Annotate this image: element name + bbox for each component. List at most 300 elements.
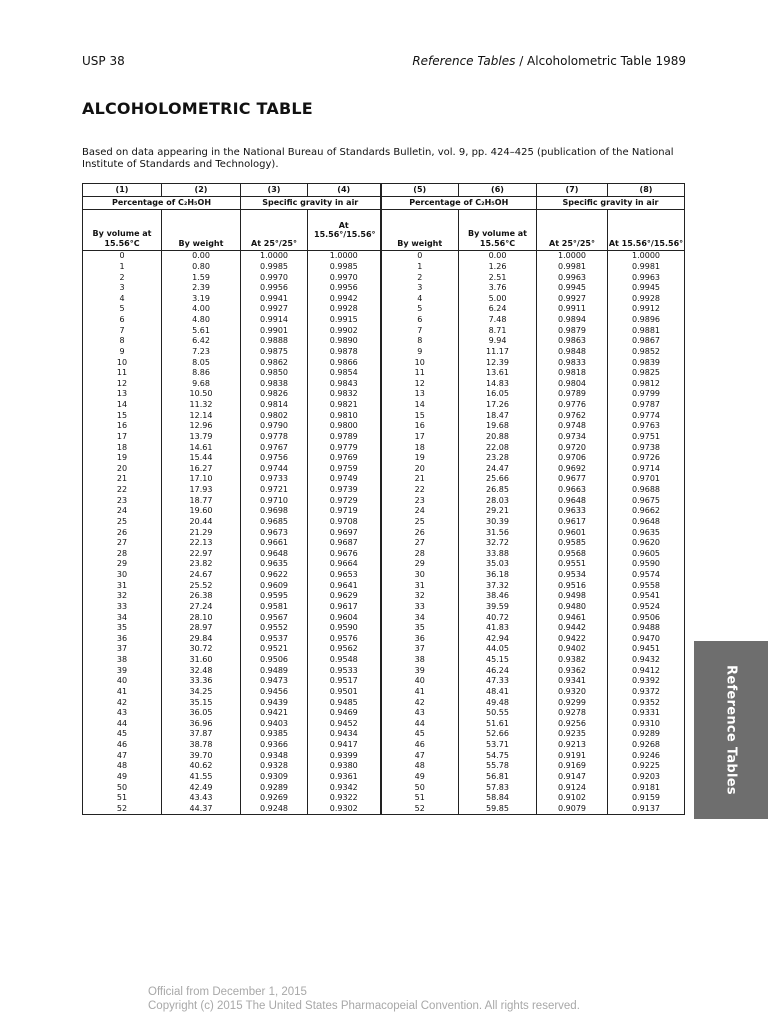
table-cell: 0.9821: [308, 400, 381, 411]
table-cell: 0.9751: [608, 432, 685, 443]
table-cell: 38.46: [459, 591, 537, 602]
table-cell: 28: [381, 549, 459, 560]
table-cell: 0.9985: [308, 262, 381, 273]
table-cell: 47.33: [459, 676, 537, 687]
table-row: [83, 612, 685, 623]
table-row: [83, 687, 685, 698]
table-cell: 0.9402: [537, 644, 608, 655]
table-row: [83, 379, 685, 390]
table-row: [83, 421, 685, 432]
table-cell: 13.61: [459, 368, 537, 379]
table-cell: 0.9595: [241, 591, 308, 602]
table-cell: 19.60: [162, 506, 241, 517]
table-cell: 31: [381, 580, 459, 591]
footer-copyright: Copyright (c) 2015 The United States Pharmacopeial Convention. All rights reserved.: [148, 1000, 580, 1012]
table-row: [83, 262, 685, 273]
table-cell: 29: [381, 559, 459, 570]
table-cell: 31.56: [459, 527, 537, 538]
table-row: [83, 644, 685, 655]
table-cell: 22: [83, 485, 162, 496]
table-row: [83, 570, 685, 581]
table-cell: 0.9380: [308, 761, 381, 772]
table-cell: 0.9915: [308, 315, 381, 326]
table-cell: 0.9299: [537, 697, 608, 708]
table-cell: 0.9706: [537, 453, 608, 464]
table-cell: 0.9633: [537, 506, 608, 517]
table-cell: 44: [381, 719, 459, 730]
table-cell: 0.9866: [308, 357, 381, 368]
table-cell: 0.9928: [308, 304, 381, 315]
table-cell: 49: [381, 772, 459, 783]
table-cell: 0.9620: [608, 538, 685, 549]
table-cell: 0.9456: [241, 687, 308, 698]
table-cell: 0.9762: [537, 410, 608, 421]
table-cell: 37: [83, 644, 162, 655]
table-cell: 23: [381, 495, 459, 506]
table-cell: 0.80: [162, 262, 241, 273]
table-cell: 0.9685: [241, 517, 308, 528]
table-row: [83, 506, 685, 517]
table-cell: 0.9778: [241, 432, 308, 443]
table-cell: 0.9850: [241, 368, 308, 379]
table-cell: 0.9442: [537, 623, 608, 634]
table-cell: 16.27: [162, 464, 241, 475]
table-cell: 0.9896: [608, 315, 685, 326]
table-cell: 9.94: [459, 336, 537, 347]
table-cell: 22.13: [162, 538, 241, 549]
table-cell: 0.9516: [537, 580, 608, 591]
table-cell: 24: [83, 506, 162, 517]
table-cell: 0.9799: [608, 389, 685, 400]
table-cell: 26.38: [162, 591, 241, 602]
table-cell: 5.61: [162, 325, 241, 336]
table-cell: 0.9749: [308, 474, 381, 485]
table-cell: 43.43: [162, 793, 241, 804]
table-cell: 0.9461: [537, 612, 608, 623]
table-cell: 53.71: [459, 740, 537, 751]
table-cell: 57.83: [459, 782, 537, 793]
table-cell: 0.9945: [537, 283, 608, 294]
col-number: (2): [162, 184, 241, 197]
table-cell: 38: [381, 655, 459, 666]
table-cell: 2.39: [162, 283, 241, 294]
table-cell: 18.47: [459, 410, 537, 421]
table-cell: 23.28: [459, 453, 537, 464]
table-cell: 0.9235: [537, 729, 608, 740]
table-cell: 0.9832: [308, 389, 381, 400]
table-cell: 48.41: [459, 687, 537, 698]
table-cell: 0.9963: [537, 272, 608, 283]
table-cell: 11: [381, 368, 459, 379]
table-cell: 0.9567: [241, 612, 308, 623]
table-cell: 17.26: [459, 400, 537, 411]
table-cell: 0.9489: [241, 665, 308, 676]
table-cell: 3.19: [162, 294, 241, 305]
table-cell: 0.9203: [608, 772, 685, 783]
table-cell: 37.32: [459, 580, 537, 591]
percentage-group-header: Percentage of C₂H₅OH: [381, 197, 537, 210]
table-cell: 0.9734: [537, 432, 608, 443]
at-1556-header: At 15.56°/15.56°: [608, 210, 685, 251]
table-cell: 39: [83, 665, 162, 676]
table-cell: 38: [83, 655, 162, 666]
table-cell: 0.9590: [608, 559, 685, 570]
table-cell: 0.9124: [537, 782, 608, 793]
table-row: [83, 772, 685, 783]
table-cell: 20.44: [162, 517, 241, 528]
table-cell: 23: [83, 495, 162, 506]
table-cell: 14.83: [459, 379, 537, 390]
table-cell: 33.88: [459, 549, 537, 560]
table-cell: 0.9956: [241, 283, 308, 294]
table-cell: 0: [83, 251, 162, 262]
table-cell: 20: [381, 464, 459, 475]
table-cell: 0.9814: [241, 400, 308, 411]
table-row: [83, 591, 685, 602]
table-cell: 6: [83, 315, 162, 326]
table-cell: 35: [381, 623, 459, 634]
table-cell: 24: [381, 506, 459, 517]
table-cell: 33: [83, 602, 162, 613]
table-cell: 0.9927: [537, 294, 608, 305]
table-cell: 0.9956: [308, 283, 381, 294]
table-cell: 0.9568: [537, 549, 608, 560]
table-cell: 41.55: [162, 772, 241, 783]
table-cell: 0.9362: [537, 665, 608, 676]
table-cell: 0.9328: [241, 761, 308, 772]
table-cell: 25.66: [459, 474, 537, 485]
table-cell: 7: [381, 325, 459, 336]
table-cell: 0.9617: [537, 517, 608, 528]
table-cell: 35.03: [459, 559, 537, 570]
table-cell: 22.08: [459, 442, 537, 453]
table-cell: 24.47: [459, 464, 537, 475]
table-cell: 18.77: [162, 495, 241, 506]
table-cell: 28.10: [162, 612, 241, 623]
table-cell: 34: [83, 612, 162, 623]
table-cell: 0.9774: [608, 410, 685, 421]
percentage-group-header: Percentage of C₂H₅OH: [83, 197, 241, 210]
table-cell: 19: [381, 453, 459, 464]
table-cell: 0.9839: [608, 357, 685, 368]
table-cell: 0.9248: [241, 804, 308, 815]
table-cell: 34: [381, 612, 459, 623]
table-cell: 0.9677: [537, 474, 608, 485]
col-number: (5): [381, 184, 459, 197]
table-cell: 29.84: [162, 634, 241, 645]
table-cell: 0.9629: [308, 591, 381, 602]
table-cell: 0.9517: [308, 676, 381, 687]
table-cell: 24.67: [162, 570, 241, 581]
table-cell: 0.9079: [537, 804, 608, 815]
footer-official-date: Official from December 1, 2015: [148, 986, 307, 998]
table-row: [83, 676, 685, 687]
table-cell: 0.9942: [308, 294, 381, 305]
table-row: [83, 315, 685, 326]
table-cell: 4.00: [162, 304, 241, 315]
table-cell: 0.9720: [537, 442, 608, 453]
table-cell: 2.51: [459, 272, 537, 283]
by-volume-header: By volume at 15.56°C: [83, 210, 162, 251]
table-cell: 1.59: [162, 272, 241, 283]
table-cell: 0.9551: [537, 559, 608, 570]
header-section: [412, 54, 686, 68]
table-cell: 0.00: [459, 251, 537, 262]
page-footer: [148, 985, 580, 1013]
table-cell: 25: [83, 517, 162, 528]
alcoholometric-table: [82, 183, 685, 815]
table-cell: 41.83: [459, 623, 537, 634]
table-cell: 10: [83, 357, 162, 368]
table-cell: 0.9256: [537, 719, 608, 730]
table-cell: 52: [381, 804, 459, 815]
table-cell: 0.9302: [308, 804, 381, 815]
table-cell: 0.9804: [537, 379, 608, 390]
table-row: [83, 549, 685, 560]
table-cell: 0.9331: [608, 708, 685, 719]
table-cell: 21: [381, 474, 459, 485]
table-row: [83, 453, 685, 464]
table-cell: 0.9439: [241, 697, 308, 708]
table-cell: 12.14: [162, 410, 241, 421]
table-cell: 28: [83, 549, 162, 560]
table-cell: 0.9480: [537, 602, 608, 613]
table-row: [83, 655, 685, 666]
table-row: [83, 251, 685, 262]
table-row: [83, 495, 685, 506]
table-cell: 30: [83, 570, 162, 581]
table-cell: 7.48: [459, 315, 537, 326]
table-cell: 0.9779: [308, 442, 381, 453]
table-cell: 0.9392: [608, 676, 685, 687]
table-cell: 4: [381, 294, 459, 305]
table-cell: 0.9878: [308, 347, 381, 358]
at-25-header: At 25°/25°: [241, 210, 308, 251]
table-cell: 12: [83, 379, 162, 390]
table-row: [83, 368, 685, 379]
table-cell: 44.05: [459, 644, 537, 655]
table-cell: 0.9818: [537, 368, 608, 379]
table-cell: 14: [381, 400, 459, 411]
table-cell: 0.9769: [308, 453, 381, 464]
table-cell: 0.9738: [608, 442, 685, 453]
table-cell: 0.9748: [537, 421, 608, 432]
table-cell: 0.9278: [537, 708, 608, 719]
table-cell: 6.24: [459, 304, 537, 315]
table-cell: 7: [83, 325, 162, 336]
table-cell: 39.70: [162, 750, 241, 761]
table-cell: 39: [381, 665, 459, 676]
table-cell: 39.59: [459, 602, 537, 613]
table-cell: 1.0000: [241, 251, 308, 262]
table-cell: 0.9687: [308, 538, 381, 549]
table-cell: 41: [83, 687, 162, 698]
table-cell: 40.62: [162, 761, 241, 772]
table-cell: 0.9501: [308, 687, 381, 698]
table-cell: 0.00: [162, 251, 241, 262]
table-cell: 0.9928: [608, 294, 685, 305]
table-cell: 43: [381, 708, 459, 719]
table-cell: 46: [83, 740, 162, 751]
table-cell: 0.9361: [308, 772, 381, 783]
table-row: [83, 347, 685, 358]
table-cell: 50: [381, 782, 459, 793]
table-cell: 44.37: [162, 804, 241, 815]
table-cell: 3.76: [459, 283, 537, 294]
sub-header-row: [83, 210, 685, 251]
table-cell: 0.9663: [537, 485, 608, 496]
table-cell: 0.9802: [241, 410, 308, 421]
table-cell: 40: [83, 676, 162, 687]
table-cell: 30: [381, 570, 459, 581]
table-cell: 49: [83, 772, 162, 783]
table-cell: 0.9524: [608, 602, 685, 613]
table-cell: 0.9452: [308, 719, 381, 730]
table-cell: 56.81: [459, 772, 537, 783]
table-cell: 0.9763: [608, 421, 685, 432]
table-cell: 2: [83, 272, 162, 283]
table-row: [83, 793, 685, 804]
table-cell: 0.9310: [608, 719, 685, 730]
table-cell: 49.48: [459, 697, 537, 708]
table-cell: 32: [83, 591, 162, 602]
table-cell: 13: [83, 389, 162, 400]
table-cell: 26: [381, 527, 459, 538]
table-cell: 17: [83, 432, 162, 443]
table-cell: 14: [83, 400, 162, 411]
table-cell: 0.9776: [537, 400, 608, 411]
table-cell: 0.9581: [241, 602, 308, 613]
table-cell: 30.39: [459, 517, 537, 528]
table-cell: 10.50: [162, 389, 241, 400]
table-row: [83, 389, 685, 400]
table-cell: 3: [83, 283, 162, 294]
table-cell: 17.10: [162, 474, 241, 485]
table-cell: 42: [83, 697, 162, 708]
table-row: [83, 357, 685, 368]
table-cell: 16: [381, 421, 459, 432]
table-cell: 9: [381, 347, 459, 358]
table-cell: 1: [83, 262, 162, 273]
table-cell: 0.9759: [308, 464, 381, 475]
table-cell: 1.0000: [308, 251, 381, 262]
table-cell: 0.9169: [537, 761, 608, 772]
table-row: [83, 464, 685, 475]
table-cell: 0.9576: [308, 634, 381, 645]
table-cell: 0.9890: [308, 336, 381, 347]
table-cell: 0.9366: [241, 740, 308, 751]
table-cell: 0.9372: [608, 687, 685, 698]
table-row: [83, 782, 685, 793]
table-cell: 0.9698: [241, 506, 308, 517]
table-cell: 0.9901: [241, 325, 308, 336]
table-row: [83, 325, 685, 336]
col-number: (3): [241, 184, 308, 197]
table-row: [83, 580, 685, 591]
table-cell: 0.9417: [308, 740, 381, 751]
table-cell: 13: [381, 389, 459, 400]
table-cell: 0.9342: [308, 782, 381, 793]
table-cell: 46: [381, 740, 459, 751]
table-cell: 48: [381, 761, 459, 772]
table-cell: 35.15: [162, 697, 241, 708]
table-cell: 10: [381, 357, 459, 368]
table-cell: 0.9137: [608, 804, 685, 815]
table-cell: 52.66: [459, 729, 537, 740]
table-cell: 0.9756: [241, 453, 308, 464]
table-cell: 0.9609: [241, 580, 308, 591]
table-cell: 0.9981: [537, 262, 608, 273]
table-cell: 0.9789: [308, 432, 381, 443]
table-cell: 0.9541: [608, 591, 685, 602]
table-cell: 0.9733: [241, 474, 308, 485]
table-cell: 48: [83, 761, 162, 772]
table-cell: 21: [83, 474, 162, 485]
table-cell: 0.9767: [241, 442, 308, 453]
table-cell: 0.9574: [608, 570, 685, 581]
table-cell: 0.9548: [308, 655, 381, 666]
table-cell: 42.49: [162, 782, 241, 793]
group-header-row: [83, 197, 685, 210]
col-number: (6): [459, 184, 537, 197]
table-cell: 0.9432: [608, 655, 685, 666]
table-cell: 20: [83, 464, 162, 475]
by-weight-header: By weight: [162, 210, 241, 251]
table-cell: 3: [381, 283, 459, 294]
table-row: [83, 665, 685, 676]
table-cell: 0.9622: [241, 570, 308, 581]
table-cell: 0.9848: [537, 347, 608, 358]
table-cell: 0.9506: [241, 655, 308, 666]
table-cell: 42.94: [459, 634, 537, 645]
table-cell: 19.68: [459, 421, 537, 432]
table-cell: 0.9701: [608, 474, 685, 485]
table-cell: 14.61: [162, 442, 241, 453]
table-cell: 0.9879: [537, 325, 608, 336]
header-section-italic: Reference Tables: [412, 54, 516, 68]
table-cell: 54.75: [459, 750, 537, 761]
table-cell: 42: [381, 697, 459, 708]
table-cell: 0.9422: [537, 634, 608, 645]
table-cell: 0.9838: [241, 379, 308, 390]
table-row: [83, 729, 685, 740]
table-cell: 4: [83, 294, 162, 305]
table-row: [83, 559, 685, 570]
table-cell: 0.9289: [608, 729, 685, 740]
table-row: [83, 294, 685, 305]
table-cell: 0.9635: [241, 559, 308, 570]
table-cell: 0.9825: [608, 368, 685, 379]
table-cell: 0.9789: [537, 389, 608, 400]
table-cell: 0.9147: [537, 772, 608, 783]
table-cell: 0.9726: [608, 453, 685, 464]
table-cell: 44: [83, 719, 162, 730]
header-section-rest: / Alcoholometric Table 1989: [515, 54, 686, 68]
table-cell: 0.9662: [608, 506, 685, 517]
table-cell: 25: [381, 517, 459, 528]
table-cell: 36: [381, 634, 459, 645]
table-row: [83, 474, 685, 485]
table-cell: 0.9744: [241, 464, 308, 475]
table-cell: 8: [83, 336, 162, 347]
table-cell: 0.9863: [537, 336, 608, 347]
table-cell: 0.9697: [308, 527, 381, 538]
table-row: [83, 697, 685, 708]
table-cell: 2: [381, 272, 459, 283]
table-cell: 0.9881: [608, 325, 685, 336]
table-cell: 37.87: [162, 729, 241, 740]
table-cell: 13.79: [162, 432, 241, 443]
